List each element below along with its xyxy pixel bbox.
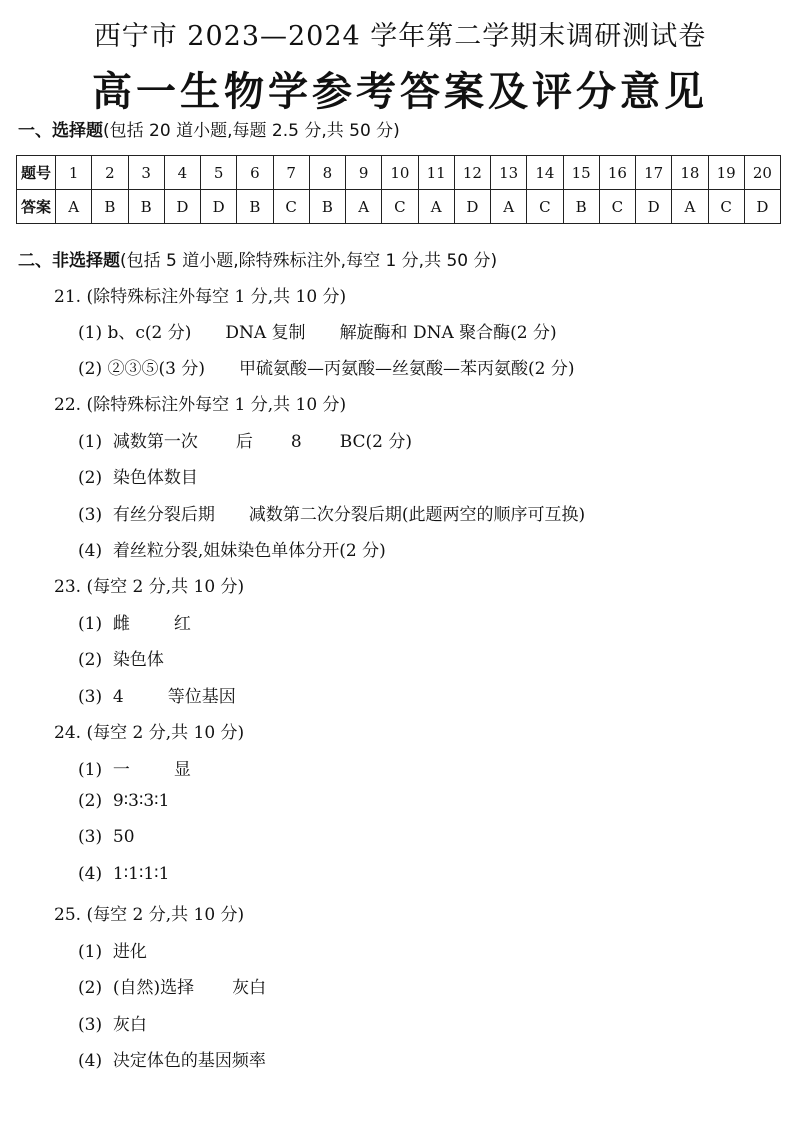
question-number-cell: 20 — [744, 156, 780, 190]
answer-part: (1) 雌 — [78, 614, 130, 634]
question-number-cell: 15 — [563, 156, 599, 190]
question-number-cell: 4 — [164, 156, 200, 190]
answer-cell: A — [346, 190, 382, 224]
question-number-cell: 1 — [56, 156, 92, 190]
section1-note: (包括 20 道小题,每题 2.5 分,共 50 分) — [103, 121, 400, 141]
answer-part: (4) 1∶1∶1∶1 — [78, 864, 170, 884]
answer-part: (2) 染色体 — [78, 650, 164, 670]
answer-cell: B — [237, 190, 273, 224]
answer-part: 8 — [290, 432, 302, 452]
answer-cell: C — [273, 190, 309, 224]
answer-cell: B — [563, 190, 599, 224]
answer-part: (2) 9∶3∶3∶1 — [78, 791, 170, 811]
answer-part: (3) 50 — [78, 827, 135, 847]
answer-part: 等位基因 — [167, 687, 236, 707]
document-subtitle: 高一生物学参考答案及评分意见 — [92, 68, 708, 115]
question-number-cell: 17 — [636, 156, 672, 190]
answer-line — [78, 1010, 147, 1035]
question-number-cell: 2 — [92, 156, 128, 190]
question-number-cell: 6 — [237, 156, 273, 190]
answer-part: 后 — [235, 432, 253, 452]
answer-cell: D — [201, 190, 237, 224]
row-label-answer: 答案 — [17, 190, 56, 224]
question-number-cell: 13 — [491, 156, 527, 190]
answer-part: 红 — [173, 614, 191, 634]
answer-line — [78, 973, 266, 998]
answer-line — [78, 318, 557, 343]
answer-cell: C — [527, 190, 563, 224]
answer-part: (2) 染色体数目 — [78, 468, 198, 488]
answer-line — [78, 1046, 266, 1071]
question-number-cell: 10 — [382, 156, 418, 190]
question-number-cell: 18 — [672, 156, 708, 190]
answer-part: (1) 一 — [78, 760, 130, 780]
answer-cell: D — [164, 190, 200, 224]
answer-line — [78, 354, 574, 379]
question-24-heading: 24. (每空 2 分,共 10 分) — [54, 723, 245, 743]
answer-cell: B — [92, 190, 128, 224]
answer-line — [78, 463, 198, 488]
question-number-cell: 7 — [273, 156, 309, 190]
answer-line — [78, 536, 386, 561]
answer-part: (1) 进化 — [78, 942, 147, 962]
answer-part: 显 — [173, 760, 191, 780]
answer-cell: A — [491, 190, 527, 224]
section1-heading — [18, 116, 400, 141]
answer-line — [78, 427, 412, 452]
answer-line — [78, 755, 191, 780]
answer-line — [78, 645, 164, 670]
answer-part: DNA 复制 — [225, 323, 306, 343]
answer-part: (2) (自然)选择 — [78, 978, 195, 998]
answer-part: BC(2 分) — [339, 432, 413, 452]
question-number-cell: 14 — [527, 156, 563, 190]
question-22-heading: 22. (除特殊标注外每空 1 分,共 10 分) — [54, 395, 347, 415]
answer-cell: D — [636, 190, 672, 224]
answer-cell: A — [56, 190, 92, 224]
question-number-cell: 16 — [599, 156, 635, 190]
answer-part: (1) 减数第一次 — [78, 432, 198, 452]
answer-cell: D — [454, 190, 490, 224]
answer-part: 甲硫氨酸—丙氨酸—丝氨酸—苯丙氨酸(2 分) — [238, 359, 575, 379]
answer-part: (2) ②③⑤(3 分) — [78, 359, 205, 379]
answer-part: (1) b、c(2 分) — [78, 323, 192, 343]
answer-cell: B — [309, 190, 345, 224]
row-label-number: 题号 — [17, 156, 56, 190]
section2-note: (包括 5 道小题,除特殊标注外,每空 1 分,共 50 分) — [120, 251, 498, 271]
question-number-cell: 19 — [708, 156, 744, 190]
question-number-cell: 9 — [346, 156, 382, 190]
answer-line — [78, 682, 236, 707]
answer-cell: B — [128, 190, 164, 224]
question-number-cell: 12 — [454, 156, 490, 190]
answer-line — [78, 937, 147, 962]
answer-line — [78, 609, 191, 634]
question-23-heading: 23. (每空 2 分,共 10 分) — [54, 577, 245, 597]
section2-label: 二、非选择题 — [18, 251, 120, 271]
answer-part: 减数第二次分裂后期(此题两空的顺序可互换) — [248, 505, 586, 525]
answer-cell: D — [744, 190, 780, 224]
answer-table-number-row — [17, 156, 781, 190]
answer-cell: C — [382, 190, 418, 224]
answer-part: 灰白 — [232, 978, 267, 998]
section1-label: 一、选择题 — [18, 121, 103, 141]
answer-part: 解旋酶和 DNA 聚合酶(2 分) — [339, 323, 557, 343]
answer-part: (4) 决定体色的基因频率 — [78, 1051, 266, 1071]
question-number-cell: 11 — [418, 156, 454, 190]
question-number-cell: 5 — [201, 156, 237, 190]
answer-part: (3) 4 — [78, 687, 124, 707]
answer-cell: A — [418, 190, 454, 224]
answer-line — [78, 827, 135, 847]
question-number-cell: 3 — [128, 156, 164, 190]
answer-line — [78, 864, 169, 884]
answer-cell: C — [708, 190, 744, 224]
question-number-cell: 8 — [309, 156, 345, 190]
answer-part: (4) 着丝粒分裂,姐妹染色单体分开(2 分) — [78, 541, 386, 561]
answer-table-answer-row — [17, 190, 781, 224]
question-25-heading: 25. (每空 2 分,共 10 分) — [54, 905, 245, 925]
answer-part: (3) 有丝分裂后期 — [78, 505, 215, 525]
question-21-heading: 21. (除特殊标注外每空 1 分,共 10 分) — [54, 287, 347, 307]
answer-cell: C — [599, 190, 635, 224]
document-title: 西宁市 2023—2024 学年第二学期末调研测试卷 — [93, 21, 707, 52]
section2-heading — [18, 246, 497, 271]
answer-part: (3) 灰白 — [78, 1015, 147, 1035]
answer-table — [16, 155, 781, 224]
answer-cell: A — [672, 190, 708, 224]
answer-line — [78, 791, 169, 811]
answer-line — [78, 500, 585, 525]
